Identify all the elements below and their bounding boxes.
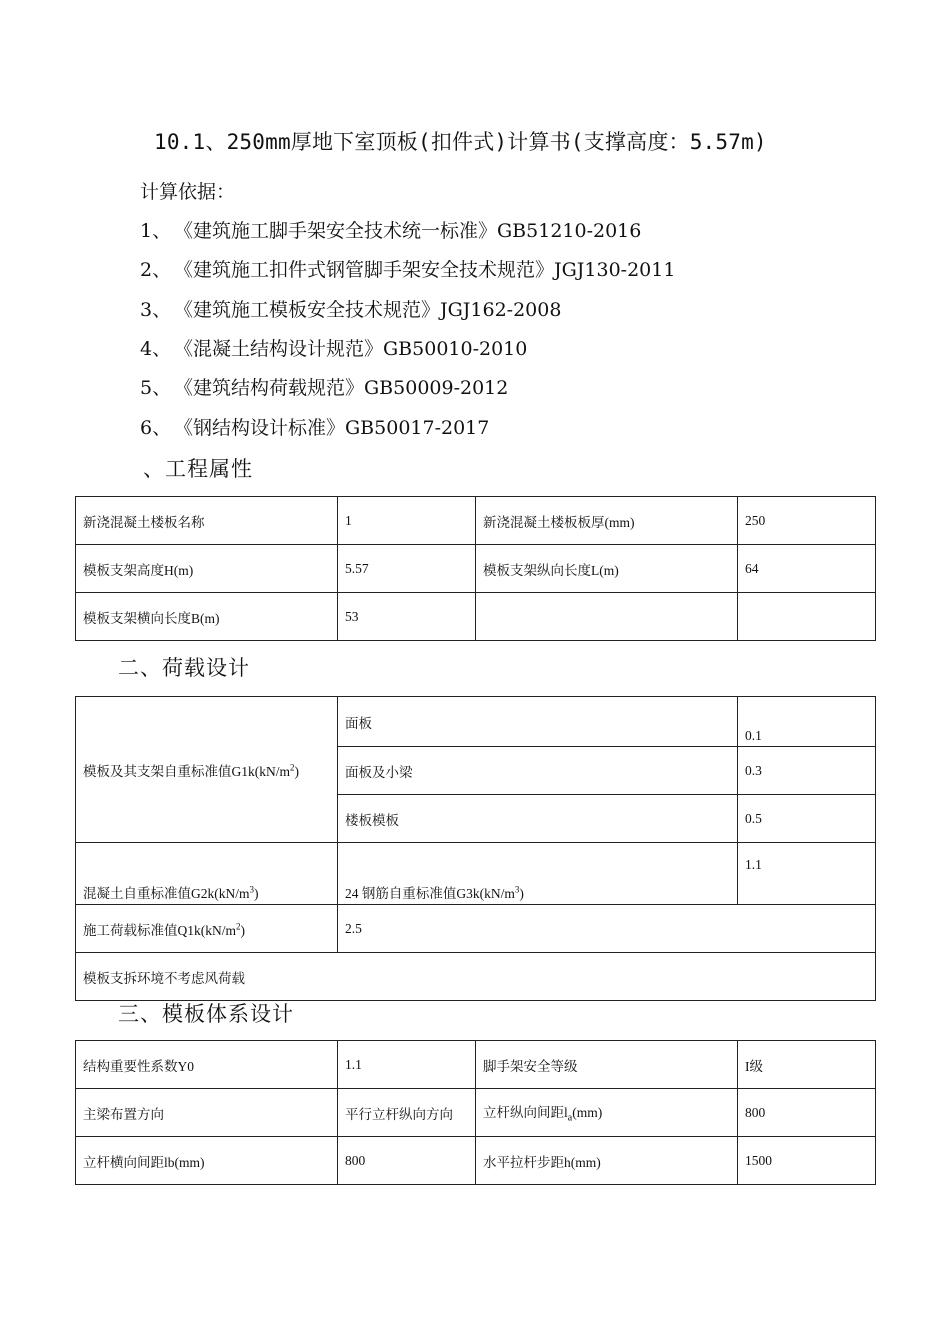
table-cell: 新浇混凝土楼板板厚(mm) — [476, 497, 738, 545]
table-cell: 64 — [738, 545, 876, 593]
g3k-label-cell: 24 钢筋自重标准值$G3k(kN/m^3)$ — [338, 843, 738, 905]
table-cell: 水平拉杆步距h(mm) — [476, 1137, 738, 1185]
table-cell: 脚手架安全等级 — [476, 1041, 738, 1089]
reference-item: 5、 《建筑结构荷载规范》GB50009-2012 — [140, 377, 509, 399]
table-cell: 面板及小梁 — [338, 747, 738, 795]
table-cell: 1.1 — [738, 843, 876, 905]
table-cell: 0.3 — [738, 747, 876, 795]
table-cell: 面板 — [338, 697, 738, 747]
reference-item: 6、 《钢结构设计标准》GB50017-2017 — [140, 417, 490, 439]
table-row — [76, 953, 876, 1001]
table-cell: 0.5 — [738, 795, 876, 843]
table-cell: I级 — [738, 1041, 876, 1089]
table-cell — [476, 593, 738, 641]
table-row — [76, 1089, 876, 1137]
la-label-cell: 立杆纵向间距$l_a(mm)$ — [476, 1089, 738, 1137]
table-cell: 模板支架横向长度B(m) — [76, 593, 338, 641]
formwork-system-table — [75, 1040, 876, 1185]
table-cell: 楼板模板 — [338, 795, 738, 843]
q1k-label-cell: 施工荷载标准值$Q1k(kN/m^2)$ — [76, 905, 338, 953]
table-cell: 1500 — [738, 1137, 876, 1185]
table-row — [76, 697, 876, 747]
table-cell: 平行立杆纵向方向 — [338, 1089, 476, 1137]
table-cell: 800 — [738, 1089, 876, 1137]
table-cell: 5.57 — [338, 545, 476, 593]
table-cell: 主梁布置方向 — [76, 1089, 338, 1137]
basis-label: 计算依据： — [140, 181, 236, 203]
reference-item: 3、 《建筑施工模板安全技术规范》JGJ162-2008 — [140, 299, 562, 321]
table-cell: 0.1 — [738, 697, 876, 747]
project-attributes-table — [75, 496, 876, 641]
table-cell: 800 — [338, 1137, 476, 1185]
table-row — [76, 1137, 876, 1185]
table-cell: 模板支架纵向长度L(m) — [476, 545, 738, 593]
table-row — [76, 593, 876, 641]
table-row — [76, 843, 876, 905]
table-cell: 立杆横向间距lb(mm) — [76, 1137, 338, 1185]
section-heading-formwork-system: 三、模板体系设计 — [118, 1002, 294, 1026]
table-row — [76, 1041, 876, 1089]
table-cell — [738, 593, 876, 641]
table-row — [76, 545, 876, 593]
table-cell: 1 — [338, 497, 476, 545]
table-row — [76, 497, 876, 545]
table-cell: 模板支架高度H(m) — [76, 545, 338, 593]
table-cell: 1.1 — [338, 1041, 476, 1089]
table-cell: 结构重要性系数Υ0 — [76, 1041, 338, 1089]
document-title: 10.1、250mm厚地下室顶板(扣件式)计算书(支撑高度：5.57m) — [154, 130, 767, 154]
reference-item: 1、 《建筑施工脚手架安全技术统一标准》GB51210-2016 — [140, 220, 642, 242]
section-heading-project-attributes: 、工程属性 — [143, 457, 253, 481]
reference-item: 4、 《混凝土结构设计规范》GB50010-2010 — [140, 338, 528, 360]
g1k-label-cell: 模板及其支架自重标准值$G1k(kN/m^2)$ — [76, 697, 338, 843]
wind-note-cell: 模板支拆环境不考虑风荷载 — [76, 953, 876, 1001]
table-cell: 53 — [338, 593, 476, 641]
load-design-table — [75, 696, 876, 1001]
table-row — [76, 905, 876, 953]
section-heading-load-design: 二、荷载设计 — [118, 656, 250, 680]
table-cell: 2.5 — [338, 905, 876, 953]
table-cell: 新浇混凝土楼板名称 — [76, 497, 338, 545]
table-cell: 250 — [738, 497, 876, 545]
g2k-label-cell: 混凝土自重标准值$G2k(kN/m^3)$ — [76, 843, 338, 905]
reference-item: 2、 《建筑施工扣件式钢管脚手架安全技术规范》JGJ130-2011 — [140, 259, 676, 281]
